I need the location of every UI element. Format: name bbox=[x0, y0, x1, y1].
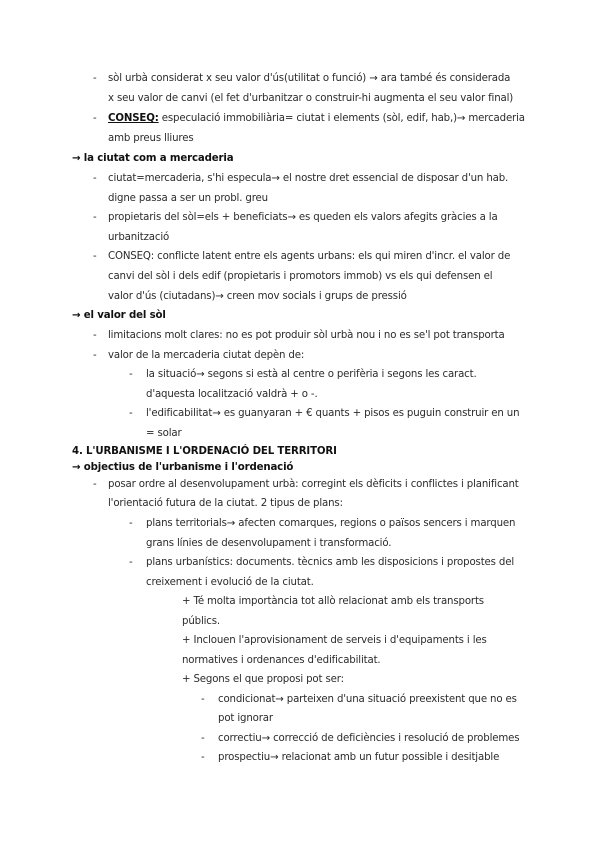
type-condicionat-line2: pot ignorar bbox=[218, 713, 273, 724]
bullet-dash: - bbox=[129, 408, 133, 419]
valor-sub2-line2: = solar bbox=[146, 428, 182, 439]
type-condicionat-line1: condicionat→ parteixen d'una situació preexistent que no es bbox=[218, 694, 517, 705]
bullet-dash: - bbox=[201, 752, 205, 763]
heading-ciutat-mercaderia: → la ciutat com a mercaderia bbox=[72, 153, 234, 164]
bullet-dash: - bbox=[129, 369, 133, 380]
urb-plus2-line1: + Inclouen l'aprovisionament de serveis i d'equipaments i les bbox=[182, 635, 487, 646]
bullet-dash: - bbox=[93, 479, 97, 490]
ciutat-item1-line1: ciutat=mercaderia, s'hi especula→ el nostre dret essencial de disposar d'un hab. bbox=[108, 173, 509, 184]
subheading-objectius: → objectius de l'urbanisme i l'ordenació bbox=[72, 462, 294, 473]
urb-plus1-line2: públics. bbox=[182, 616, 220, 627]
ciutat-item2-line2: urbanització bbox=[108, 232, 170, 243]
bullet-dash: - bbox=[93, 350, 97, 361]
type-prospectiu: prospectiu→ relacionat amb un futur possible i desitjable bbox=[218, 752, 500, 763]
valor-item1: limitacions molt clares: no es pot produir sòl urbà nou i no es se'l pot transporta bbox=[108, 330, 505, 341]
ciutat-item1-line2: digne passa a ser un probl. greu bbox=[108, 193, 268, 204]
bullet-dash: - bbox=[129, 557, 133, 568]
urb-item1-line1: posar ordre al desenvolupament urbà: corregint els dèficits i conflictes i planificant bbox=[108, 479, 519, 490]
bullet-dash: - bbox=[93, 113, 97, 124]
heading-urbanisme: 4. L'URBANISME I L'ORDENACIÓ DEL TERRITORI bbox=[72, 446, 337, 457]
urb-plus2-line2: normatives i ordenances d'edificabilitat. bbox=[182, 655, 381, 666]
valor-sub1-line1: la situació→ segons si està al centre o perifèria i segons les caract. bbox=[146, 369, 477, 380]
heading-valor-sol: → el valor del sòl bbox=[72, 310, 166, 321]
valor-sub2-line1: l'edificabilitat→ es guanyaran + € quants + pisos es puguin construir en un bbox=[146, 408, 520, 419]
urb-plus1-line1: + Té molta importància tot allò relacionat amb els transports bbox=[182, 596, 484, 607]
bullet-dash: - bbox=[93, 212, 97, 223]
urb-plus3: + Segons el que proposi pot ser: bbox=[182, 674, 344, 685]
conseq-text: especulació immobiliària= ciutat i elements (sòl, edif, hab,)→ mercaderia bbox=[158, 113, 525, 124]
intro-item2-line1 bbox=[108, 112, 525, 126]
intro-item1-line1: sòl urbà considerat x seu valor d'ús(utilitat o funció) → ara també és considerada bbox=[108, 73, 511, 84]
bullet-dash: - bbox=[93, 251, 97, 262]
urb-sub1-line1: plans territorials→ afecten comarques, regions o països sencers i marquen bbox=[146, 518, 516, 529]
ciutat-item3-line3: valor d'ús (ciutadans)→ creen mov socials i grups de pressió bbox=[108, 291, 407, 302]
ciutat-item3-line2: canvi del sòl i dels edif (propietaris i promotors immob) vs els qui defensen el bbox=[108, 271, 493, 282]
bullet-dash: - bbox=[129, 518, 133, 529]
intro-item1-line2: x seu valor de canvi (el fet d'urbanitzar o construir-hi augmenta el seu valor final) bbox=[108, 93, 514, 104]
ciutat-item3-line1: CONSEQ: conflicte latent entre els agents urbans: els qui miren d'incr. el valor de bbox=[108, 251, 511, 262]
intro-item2-line2: amb preus lliures bbox=[108, 133, 194, 144]
valor-sub1-line2: d'aquesta localització valdrà + o -. bbox=[146, 389, 318, 400]
urb-sub2-line2: creixement i evolució de la ciutat. bbox=[146, 577, 314, 588]
ciutat-item2-line1: propietaris del sòl=els + beneficiats→ es queden els valors afegits gràcies a la bbox=[108, 212, 498, 223]
bullet-dash: - bbox=[201, 694, 205, 705]
valor-item2: valor de la mercaderia ciutat depèn de: bbox=[108, 350, 305, 361]
conseq-label: CONSEQ: bbox=[108, 113, 159, 124]
urb-sub2-line1: plans urbanístics: documents. tècnics amb les disposicions i propostes del bbox=[146, 557, 515, 568]
urb-item1-line2: l'orientació futura de la ciutat. 2 tipus de plans: bbox=[108, 498, 343, 509]
type-correctiu: correctiu→ correcció de deficiències i resolució de problemes bbox=[218, 733, 520, 744]
bullet-dash: - bbox=[93, 173, 97, 184]
bullet-dash: - bbox=[93, 330, 97, 341]
bullet-dash: - bbox=[93, 73, 97, 84]
urb-sub1-line2: grans línies de desenvolupament i transformació. bbox=[146, 538, 392, 549]
bullet-dash: - bbox=[201, 733, 205, 744]
